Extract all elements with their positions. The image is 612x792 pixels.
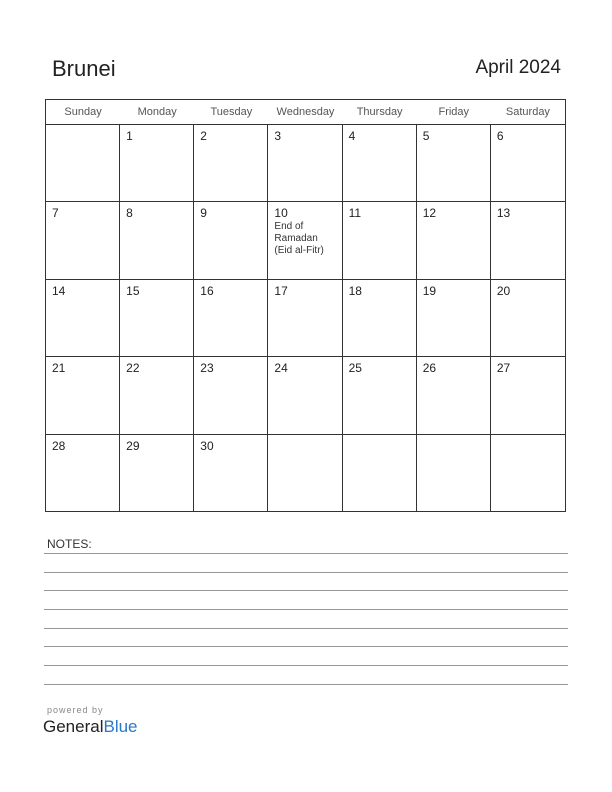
day-cell[interactable] (46, 202, 120, 278)
day-number: 24 (274, 361, 288, 376)
dow-tuesday: Tuesday (210, 106, 253, 118)
week-row (46, 125, 565, 202)
day-cell[interactable] (194, 435, 268, 512)
day-cell[interactable] (120, 125, 194, 201)
powered-by-text: powered by (47, 705, 104, 715)
note-line[interactable] (44, 590, 568, 591)
day-cell[interactable] (417, 202, 491, 278)
day-number: 18 (348, 283, 362, 298)
dow-thursday: Thursday (356, 106, 403, 118)
day-cell[interactable] (268, 202, 342, 278)
day-cell[interactable] (491, 202, 565, 278)
day-cell[interactable] (268, 280, 342, 356)
week-row (46, 357, 565, 434)
day-number: 29 (126, 438, 140, 453)
day-cell[interactable] (417, 357, 491, 433)
day-cell[interactable] (491, 435, 565, 512)
note-line[interactable] (44, 609, 568, 610)
day-number: 12 (422, 206, 437, 221)
day-cell[interactable] (491, 125, 565, 201)
dow-monday: Monday (137, 106, 177, 118)
day-cell[interactable] (46, 125, 120, 201)
dow-sunday: Sunday (64, 106, 102, 118)
day-of-week-header (46, 100, 565, 125)
day-cell[interactable] (46, 280, 120, 356)
note-line[interactable] (44, 628, 568, 629)
day-cell[interactable] (343, 357, 417, 433)
holiday-event: End of Ramadan (Eid al-Fitr) (274, 221, 324, 257)
day-cell[interactable] (343, 280, 417, 356)
day-cell[interactable] (417, 280, 491, 356)
day-number: 7 (52, 206, 59, 221)
generalblue-logo[interactable] (43, 717, 138, 737)
brand-blue: Blue (103, 717, 138, 736)
day-cell[interactable] (268, 435, 342, 512)
day-number: 10 (274, 206, 288, 221)
day-number: 20 (496, 283, 511, 298)
day-number: 19 (422, 283, 437, 298)
day-number: 8 (126, 206, 133, 221)
day-cell[interactable] (194, 202, 268, 278)
day-number: 9 (200, 206, 207, 221)
day-cell[interactable] (343, 202, 417, 278)
note-line[interactable] (44, 665, 568, 666)
day-cell[interactable] (268, 357, 342, 433)
day-cell[interactable] (120, 435, 194, 512)
day-number: 27 (496, 361, 511, 376)
day-cell[interactable] (120, 357, 194, 433)
day-cell[interactable] (417, 125, 491, 201)
day-number: 16 (200, 283, 214, 298)
week-row (46, 202, 565, 279)
calendar-grid (45, 99, 566, 512)
notes-label: NOTES: (47, 537, 92, 551)
day-cell[interactable] (194, 357, 268, 433)
day-cell[interactable] (46, 357, 120, 433)
dow-saturday: Saturday (505, 106, 550, 118)
day-cell[interactable] (343, 125, 417, 201)
day-number: 11 (348, 206, 362, 221)
day-number: 17 (274, 283, 288, 298)
day-number: 15 (126, 283, 140, 298)
day-number: 6 (496, 129, 504, 143)
day-cell[interactable] (268, 125, 342, 201)
day-cell[interactable] (491, 280, 565, 356)
day-number: 4 (348, 129, 356, 143)
day-number: 13 (496, 206, 511, 221)
note-line[interactable] (44, 572, 568, 573)
note-line[interactable] (44, 646, 568, 647)
day-number: 30 (200, 438, 214, 453)
note-line[interactable] (44, 553, 568, 554)
day-number: 3 (274, 129, 282, 143)
day-cell[interactable] (46, 435, 120, 512)
day-cell[interactable] (343, 435, 417, 512)
day-number: 23 (200, 361, 214, 376)
day-number: 26 (422, 361, 437, 376)
day-cell[interactable] (120, 280, 194, 356)
day-number: 22 (126, 361, 140, 376)
day-number: 5 (422, 129, 430, 143)
country-title: Brunei (52, 56, 116, 81)
week-row (46, 280, 565, 357)
dow-friday: Friday (438, 106, 470, 118)
calendar-weeks (46, 125, 565, 512)
day-number: 21 (52, 361, 66, 376)
dow-wednesday: Wednesday (276, 106, 335, 118)
brand-general: General (43, 717, 104, 736)
day-number: 25 (348, 361, 362, 376)
day-cell[interactable] (194, 125, 268, 201)
day-cell[interactable] (120, 202, 194, 278)
week-row (46, 435, 565, 512)
day-number: 14 (52, 283, 66, 298)
day-cell[interactable] (417, 435, 491, 512)
day-number: 2 (200, 129, 207, 143)
day-cell[interactable] (194, 280, 268, 356)
day-number: 28 (52, 438, 66, 453)
day-cell[interactable] (491, 357, 565, 433)
day-number: 1 (126, 129, 133, 143)
note-line[interactable] (44, 684, 568, 685)
month-year-title: April 2024 (475, 57, 561, 78)
